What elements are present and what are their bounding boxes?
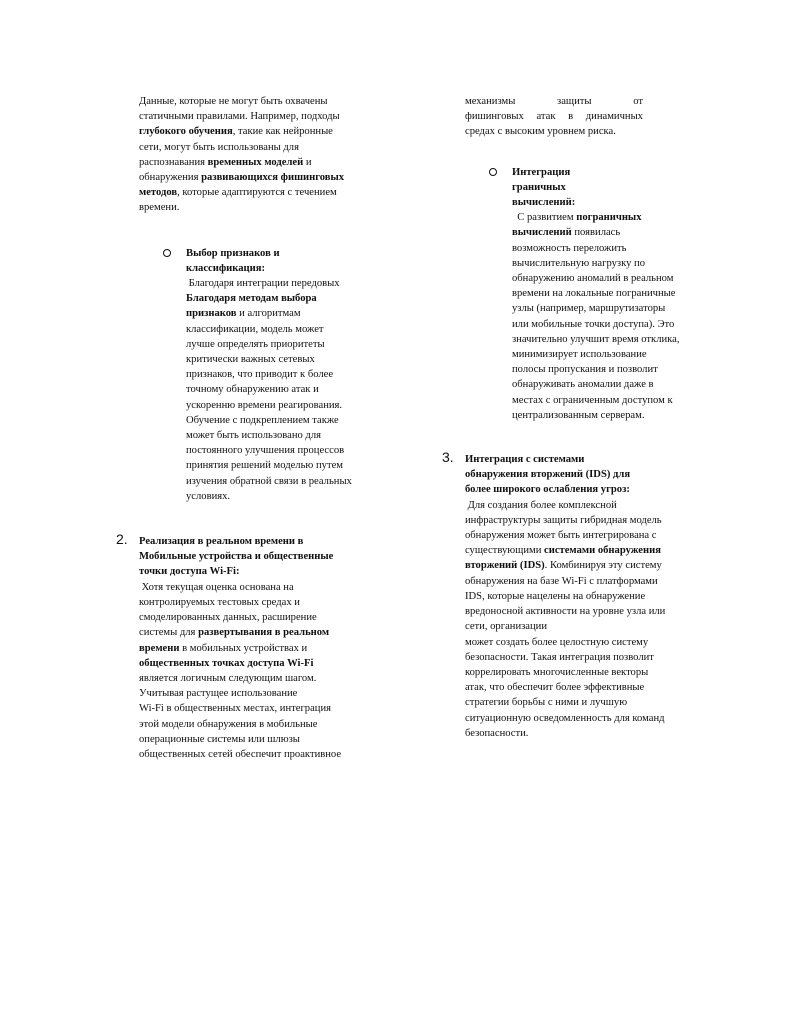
- text-line: полосы пропускания и позволит: [512, 364, 658, 376]
- sub-item-title: граничных: [512, 181, 566, 193]
- sub-item-title: Интеграция: [512, 166, 571, 178]
- text-line: или мобильные точки доступа). Это: [512, 318, 675, 330]
- text-run: распознавания: [139, 156, 208, 168]
- numbered-item-3: [442, 449, 705, 741]
- text-line: обнаруживать аномалии даже в: [512, 379, 654, 391]
- left-column: [116, 94, 379, 762]
- bold-term: Благодаря методам выбора: [186, 293, 317, 305]
- text-run: , которые адаптируются с течением: [177, 187, 337, 199]
- text-line: [465, 558, 705, 573]
- text-line: признаков, что приводит к более: [186, 369, 334, 381]
- numbered-item-2: [116, 531, 379, 762]
- text-run: . Комбинируя эту систему: [544, 560, 662, 572]
- bold-term: вычислений: [512, 227, 572, 239]
- item-number: 3.: [442, 449, 454, 466]
- text-run: существующими: [465, 545, 545, 557]
- text-line: [139, 641, 379, 656]
- text-line: условиях.: [186, 490, 231, 502]
- continued-paragraph: [465, 94, 705, 140]
- text-line: [512, 225, 705, 240]
- text-line: минимизирует использование: [512, 349, 647, 361]
- right-column: [442, 94, 705, 741]
- text-line: принятия решений моделью путем: [186, 460, 343, 472]
- item-number: 2.: [116, 531, 128, 548]
- bold-term: системами обнаружения: [544, 545, 661, 557]
- text-run: и алгоритмам: [236, 308, 301, 320]
- text-line: обнаружения может быть интегрирована с: [465, 530, 657, 542]
- text-line: лучше определять приоритеты: [186, 338, 325, 350]
- text-run: системы для: [139, 627, 199, 639]
- text-line: вычислительную нагрузку по: [512, 257, 646, 269]
- circle-bullet-icon: [163, 249, 171, 257]
- text-line: классификации, модель может: [186, 323, 324, 335]
- text-line: Хотя текущая оценка основана на: [139, 581, 294, 593]
- text-line: вредоносной активности на уровне узла или: [465, 606, 666, 618]
- text-line: узлы (например, маршрутизаторы: [512, 303, 666, 315]
- text-line: безопасности.: [465, 727, 529, 739]
- text-line: [139, 185, 379, 200]
- text-line: значительно улучшит время отклика,: [512, 333, 680, 345]
- item-title: Реализация в реальном времени в: [139, 536, 304, 548]
- text-run: появилась: [571, 227, 621, 239]
- text-line: местах с ограниченным доступом к: [512, 394, 673, 406]
- text-line: ускоренню времени реагирования.: [186, 399, 343, 411]
- text-line: возможность переложить: [512, 242, 627, 254]
- text-line: [186, 306, 379, 321]
- bold-term: методов: [139, 187, 178, 199]
- text-line: [139, 625, 379, 640]
- text-line: этой модели обнаружения в мобильные: [139, 718, 318, 730]
- text-line: атак, что обеспечит более эффективные: [465, 682, 645, 694]
- text-run: обнаружения: [139, 172, 202, 184]
- text-line: может создать более целостную систему: [465, 636, 649, 648]
- bold-term: пограничных: [576, 212, 642, 224]
- sub-item-title: классификация:: [186, 262, 265, 274]
- text-line: общественных сетей обеспечит проактивное: [139, 748, 342, 760]
- text-line: Данные, которые не могут быть охвачены: [139, 96, 328, 107]
- text-line: [512, 210, 705, 225]
- text-line: контролируемых тестовых средах и: [139, 596, 300, 608]
- text-line: инфраструктуры защиты гибридная модель: [465, 514, 662, 526]
- text-line: обнаружения на базе Wi-Fi с платформами: [465, 575, 658, 587]
- text-line: [139, 124, 379, 139]
- text-line: изучения обратной связи в реальных: [186, 475, 352, 487]
- bold-term: вторжений (IDS): [465, 560, 545, 572]
- text-run: защиты: [557, 96, 592, 107]
- text-line: критически важных сетевых: [186, 354, 315, 366]
- text-run: , такие как нейронные: [232, 126, 333, 138]
- text-line: Учитывая растущее использование: [139, 688, 298, 700]
- bold-term: признаков: [186, 308, 237, 320]
- text-run: от: [633, 96, 643, 107]
- item-title: Интеграция с системами: [465, 454, 585, 466]
- text-run: механизмы: [465, 96, 516, 107]
- text-line: времени на локальные пограничные: [512, 288, 676, 300]
- text-line: безопасности. Такая интеграция позволит: [465, 651, 654, 663]
- text-line: постоянного улучшения процессов: [186, 445, 345, 457]
- text-line: Wi-Fi в общественных местах, интеграция: [139, 703, 332, 715]
- text-line: сети, организации: [465, 621, 548, 633]
- text-run: и: [303, 156, 312, 168]
- text-run: в: [568, 111, 574, 123]
- text-line: централизованным серверам.: [512, 409, 645, 421]
- text-line: коррелировать многочисленные векторы: [465, 666, 649, 678]
- sub-item-title: вычислений:: [512, 197, 576, 209]
- text-line: операционные системы или шлюзы: [139, 733, 300, 745]
- text-line: [465, 94, 643, 109]
- text-run: в мобильных устройствах и: [179, 642, 308, 654]
- text-line: Благодаря интеграции передовых: [186, 278, 340, 290]
- text-line: является логичным следующим шагом.: [139, 672, 317, 684]
- bold-term: общественных точках доступа Wi-Fi: [139, 657, 314, 669]
- text-line: точному обнаружению атак и: [186, 384, 319, 396]
- text-line: [465, 109, 643, 124]
- text-line: смоделированных данных, расширение: [139, 612, 317, 624]
- item-title: Мобильные устройства и общественные: [139, 551, 334, 563]
- bold-term: развертывания в реальном: [198, 627, 330, 639]
- text-line: времени.: [139, 202, 180, 214]
- bold-term: временных моделей: [207, 156, 304, 168]
- item-title: точки доступа Wi-Fi:: [139, 566, 240, 578]
- text-line: стратегии борьбы с ними и лучшую: [465, 697, 628, 709]
- text-line: обнаружению аномалий в реальном: [512, 273, 674, 285]
- sub-item-title: Выбор признаков и: [186, 247, 280, 259]
- text-line: [465, 543, 705, 558]
- text-line: может быть использовано для: [186, 430, 321, 442]
- text-line: статичными правилами. Например, подходы: [139, 111, 340, 123]
- text-run: фишинговых: [465, 111, 524, 123]
- text-line: Обучение с подкреплением также: [186, 414, 339, 426]
- bold-term: глубокого обучения: [139, 126, 233, 138]
- bold-term: развивающихся фишинговых: [201, 172, 345, 184]
- sub-item-edge-computing: [465, 165, 705, 423]
- text-run: атак: [536, 111, 556, 123]
- text-line: средах с высоким уровнем риска.: [465, 126, 616, 138]
- text-line: [139, 170, 379, 185]
- text-run: динамичных: [585, 111, 643, 123]
- intro-paragraph: [139, 94, 379, 216]
- sub-item-feature-selection: [139, 246, 379, 504]
- text-run: С развитием: [512, 212, 577, 224]
- item-title: обнаружения вторжений (IDS) для: [465, 469, 631, 481]
- text-line: IDS, которые нацелены на обнаружение: [465, 590, 646, 602]
- text-line: сети, могут быть использованы для: [139, 141, 299, 153]
- text-line: ситуационную осведомленность для команд: [465, 712, 665, 724]
- text-line: [139, 155, 379, 170]
- text-line: Для создания более комплексной: [465, 499, 617, 511]
- circle-bullet-icon: [489, 168, 497, 176]
- bold-term: времени: [139, 642, 180, 654]
- item-title: более широкого ослабления угроз:: [465, 484, 630, 496]
